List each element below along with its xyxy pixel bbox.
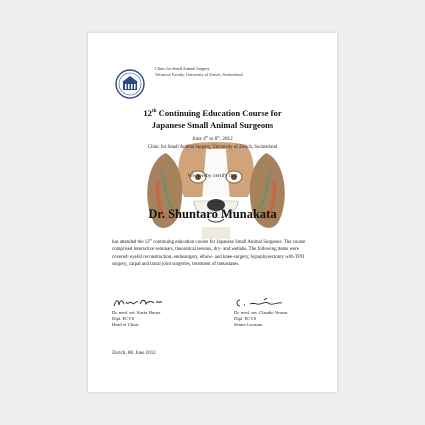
course-number: 12 — [143, 108, 152, 118]
dates-middle: to — [208, 136, 215, 142]
signature-right-image — [234, 296, 286, 309]
dates-year: , 2012 — [219, 136, 233, 142]
signatory-left — [112, 296, 202, 328]
signatory-right-title: Dipl. ECVS — [234, 316, 257, 321]
course-title-line-2: Japanese Small Animal Surgeons — [151, 120, 274, 130]
place-and-date: Zurich, 08. June 2012 — [112, 351, 156, 356]
signatory-right-role: Senior Lecturer — [234, 322, 263, 327]
course-number-suffix: th — [151, 108, 157, 115]
certify-statement: We hereby certify that — [187, 173, 238, 179]
course-title-line-1 — [88, 107, 337, 119]
signatory-left-name: Dr. med. vet. Karin Hurter — [112, 310, 161, 315]
course-title — [88, 107, 337, 131]
dates-start-suffix: th — [205, 134, 209, 139]
signature-left-image — [112, 296, 164, 309]
dates-end-day: 8 — [214, 136, 218, 142]
university-seal-icon — [115, 68, 145, 100]
beagle-watermark-image — [136, 141, 296, 241]
institution-line-2: Vetsuisse Faculty, University of Zurich, Switzerland — [155, 71, 243, 77]
course-dates — [88, 136, 337, 142]
certificate-body — [112, 239, 316, 269]
signatory-left-title: Dipl. ECVS — [112, 316, 135, 321]
dates-start-day: 4 — [203, 136, 206, 142]
signatory-right — [234, 296, 324, 328]
signatory-left-role: Head of Clinic — [112, 322, 140, 327]
course-title-text: Continuing Education Course for — [156, 108, 282, 118]
dates-end-suffix: th — [217, 134, 220, 139]
institution-header — [155, 66, 325, 77]
certificate-page — [88, 33, 337, 392]
venue: Clinic for Small Animal Surgery, University of Zurich, Switzerland — [147, 145, 278, 150]
institution-line-1: Clinic for Small Animal Surgery — [155, 66, 210, 71]
body-course-suffix: th — [149, 237, 152, 242]
recipient-name: Dr. Shuntaro Munakata — [148, 207, 277, 221]
body-part-2: continuing education course for Japanese Small Animal Surgeons. The course comprised interactive seminars, theoretical lessons, dry- and wetlabs. The following items were covered: eyelid reconstruction, endosurgery, elbow- and knee-surgery, hypophysectomy with TPO surgery, carpal and tarsal joint surgeries, treatment of metastases. — [112, 240, 306, 268]
signatory-right-name: Dr. med. vet. Claudio Venzin — [234, 310, 288, 315]
dates-prefix: June — [192, 136, 204, 142]
body-part-1: has attended the — [112, 240, 145, 245]
body-course-number: 12 — [144, 240, 150, 245]
